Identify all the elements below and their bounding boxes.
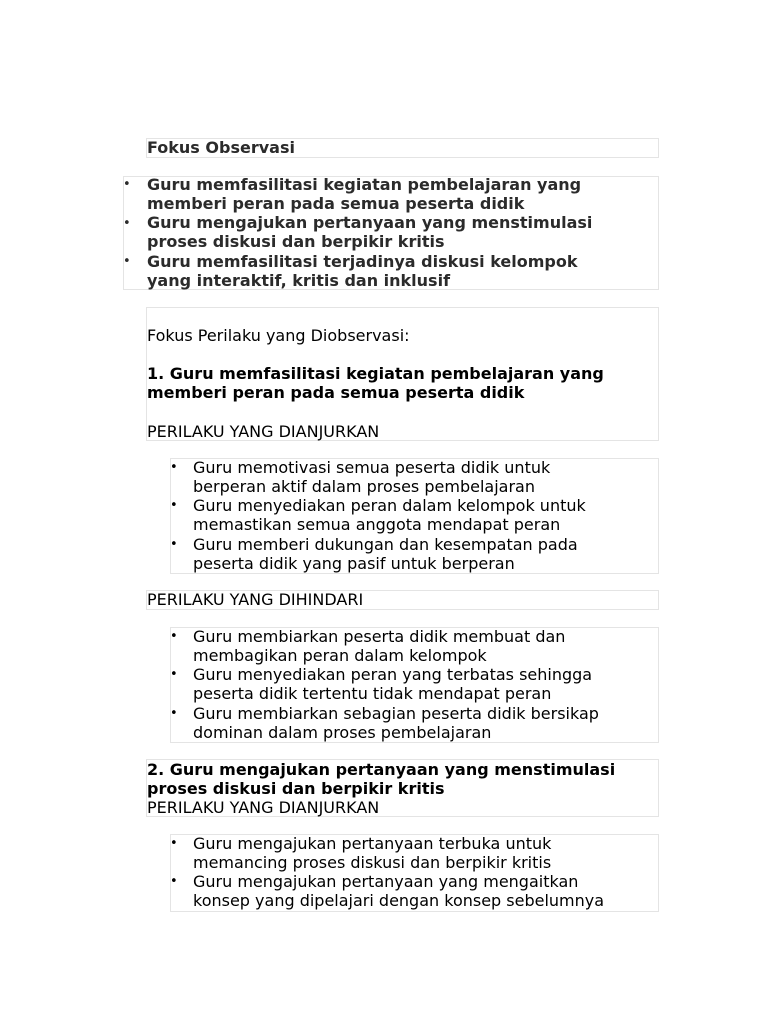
list-item-line: peserta didik yang pasif untuk berperan bbox=[193, 554, 515, 573]
list-item-line: berperan aktif dalam proses pembelajaran bbox=[193, 477, 535, 496]
list-item-line: Guru mengajukan pertanyaan terbuka untuk bbox=[193, 834, 552, 853]
section-1-title-line: 1. Guru memfasilitasi kegiatan pembelajaran yang bbox=[147, 364, 604, 383]
section-1-dianjurkan-label: PERILAKU YANG DIANJURKAN bbox=[147, 422, 380, 441]
list-bullet: • bbox=[170, 667, 178, 682]
list-item-line: Guru memfasilitasi terjadinya diskusi kelompok bbox=[147, 252, 578, 271]
section-2-title-line: proses diskusi dan berpikir kritis bbox=[147, 779, 445, 798]
list-bullet: • bbox=[170, 498, 178, 513]
list-item-line: memberi peran pada semua peserta didik bbox=[147, 194, 525, 213]
list-bullet: • bbox=[170, 460, 178, 475]
list-bullet: • bbox=[170, 836, 178, 851]
list-bullet: • bbox=[123, 177, 131, 192]
list-item-line: Guru mengajukan pertanyaan yang menstimulasi bbox=[147, 213, 593, 232]
list-item-line: Guru membiarkan peserta didik membuat dan bbox=[193, 627, 566, 646]
list-item-line: yang interaktif, kritis dan inklusif bbox=[147, 271, 451, 290]
section-2-title-line: 2. Guru mengajukan pertanyaan yang menstimulasi bbox=[147, 760, 616, 779]
list-item-line: memastikan semua anggota mendapat peran bbox=[193, 515, 561, 534]
list-bullet: • bbox=[170, 706, 178, 721]
list-item-line: Guru memberi dukungan dan kesempatan pada bbox=[193, 535, 578, 554]
list-item-line: proses diskusi dan berpikir kritis bbox=[147, 232, 445, 251]
fokus-perilaku-heading: Fokus Perilaku yang Diobservasi: bbox=[147, 326, 410, 345]
list-item-line: Guru membiarkan sebagian peserta didik bersikap bbox=[193, 704, 599, 723]
list-item-line: membagikan peran dalam kelompok bbox=[193, 646, 487, 665]
list-bullet: • bbox=[170, 629, 178, 644]
list-item-line: peserta didik tertentu tidak mendapat peran bbox=[193, 684, 552, 703]
list-bullet: • bbox=[123, 216, 131, 231]
list-item-line: Guru memfasilitasi kegiatan pembelajaran yang bbox=[147, 175, 582, 194]
section-2-dianjurkan-label: PERILAKU YANG DIANJURKAN bbox=[147, 798, 380, 817]
list-bullet: • bbox=[170, 537, 178, 552]
list-item-line: memancing proses diskusi dan berpikir kritis bbox=[193, 853, 552, 872]
list-item-line: dominan dalam proses pembelajaran bbox=[193, 723, 492, 742]
list-item-line: Guru menyediakan peran yang terbatas sehingga bbox=[193, 665, 593, 684]
list-item-line: Guru memotivasi semua peserta didik untuk bbox=[193, 458, 551, 477]
list-item-line: Guru mengajukan pertanyaan yang mengaitkan bbox=[193, 872, 579, 891]
list-item-line: Guru menyediakan peran dalam kelompok untuk bbox=[193, 496, 586, 515]
section-1-dihindari-label: PERILAKU YANG DIHINDARI bbox=[147, 590, 364, 609]
list-item-line: konsep yang dipelajari dengan konsep sebelumnya bbox=[193, 891, 605, 910]
list-bullet: • bbox=[170, 874, 178, 889]
list-bullet: • bbox=[123, 254, 131, 269]
section-1-title-line: memberi peran pada semua peserta didik bbox=[147, 383, 525, 402]
fokus-observasi-title: Fokus Observasi bbox=[147, 138, 295, 157]
